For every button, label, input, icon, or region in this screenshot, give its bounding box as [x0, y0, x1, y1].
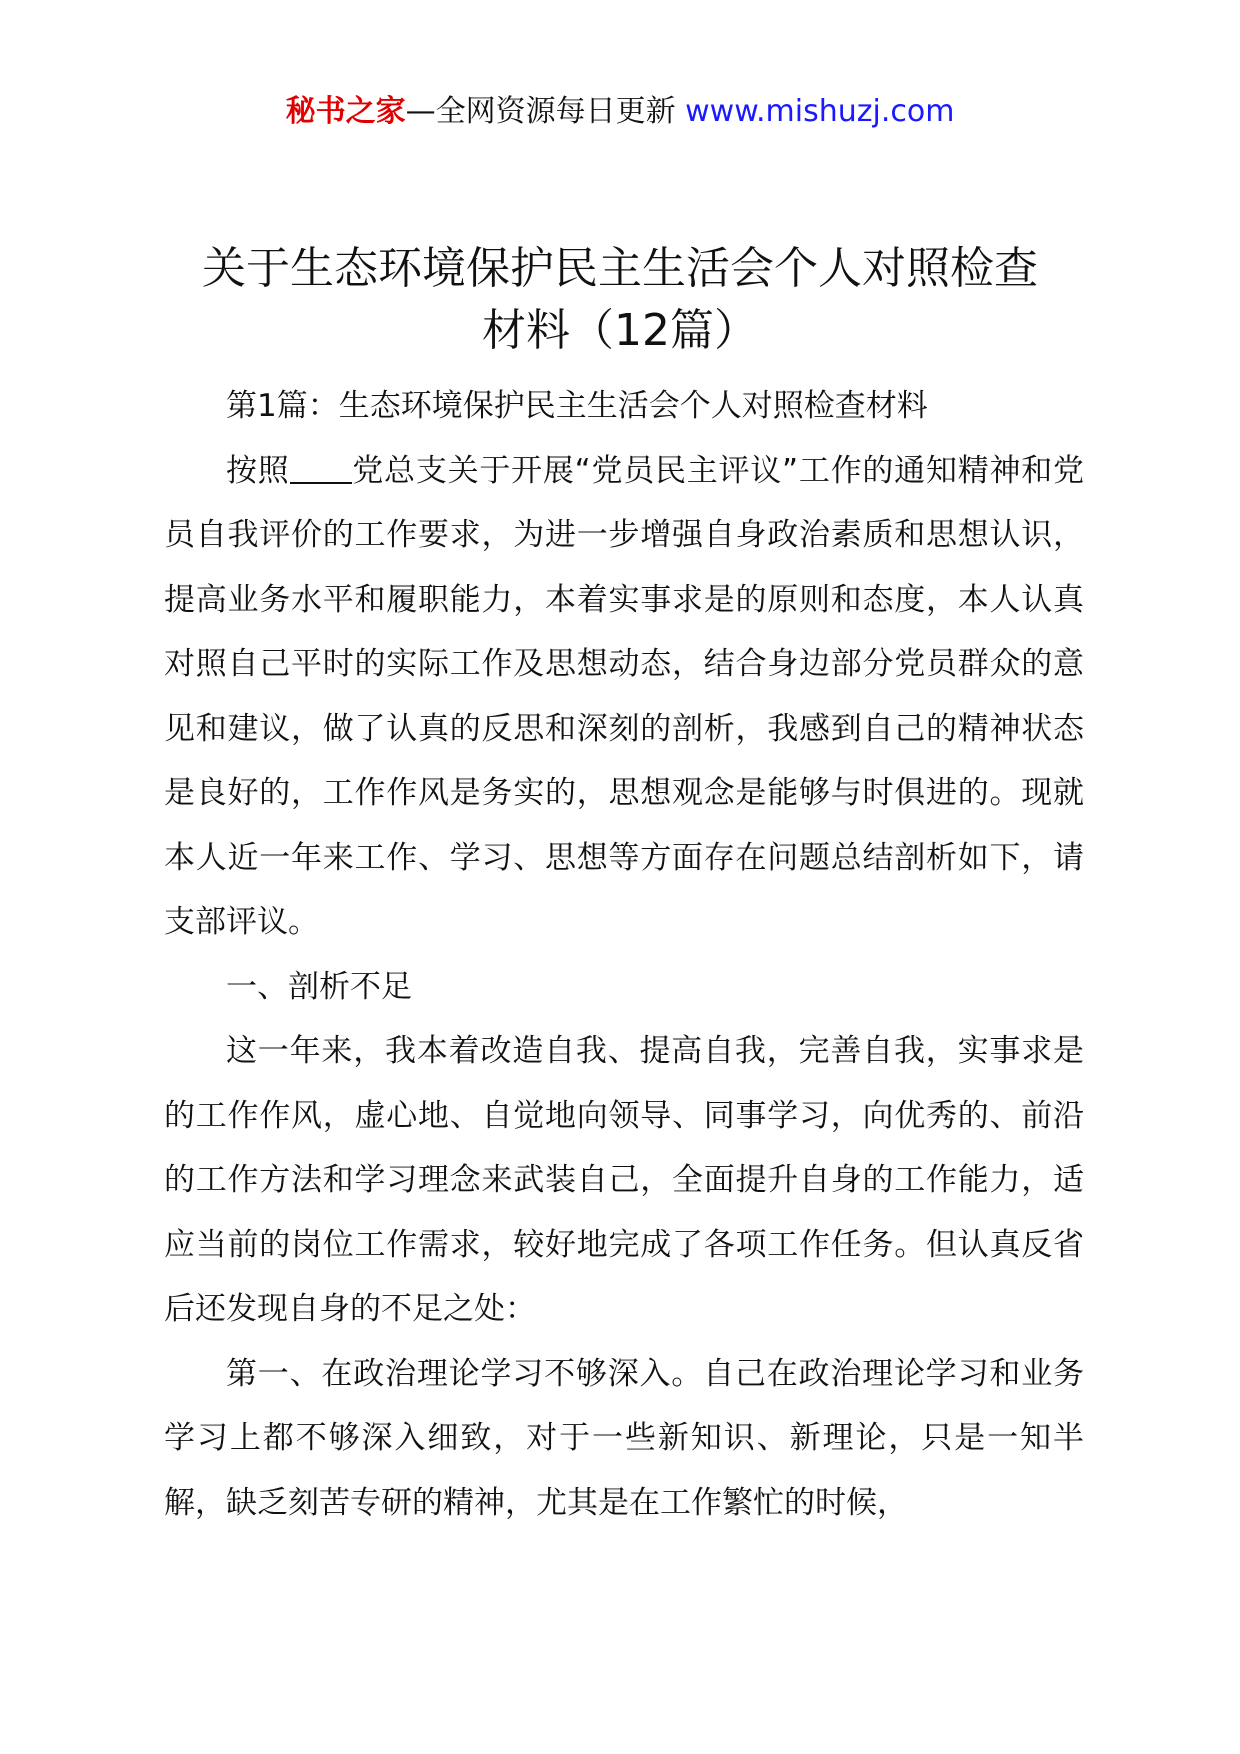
title-line-2: 材料（12篇）: [482, 305, 758, 356]
title-line-1: 关于生态环境保护民主生活会个人对照检查: [202, 243, 1038, 294]
article-subtitle: 第1篇：生态环境保护民主生活会个人对照检查材料: [226, 388, 928, 424]
brand-name: 秘书之家: [285, 94, 406, 129]
paragraph-intro-start: 按照: [226, 452, 290, 489]
site-url-link[interactable]: www.mishuzj.com: [685, 94, 955, 129]
site-header: [0, 92, 1240, 132]
paragraph-summary: 这一年来，我本着改造自我、提高自我，完善自我，实事求是的工作作风，虚心地、自觉地向领导、同事学习，向优秀的、前沿的工作方法和学习理念来武装自己，全面提升自身的工作能力，适应当前的岗位工作需求，较好地完成了各项工作任务。但认真反省后还发现自身的不足之处：: [164, 1033, 1084, 1327]
paragraph-intro-rest: 党总支关于开展“党员民主评议”工作的通知精神和党员自我评价的工作要求，为进一步增强自身政治素质和思想认识，提高业务水平和履职能力，本着实事求是的原则和态度，本人认真对照自己平时的实际工作及思想动态，结合身边部分党员群众的意见和建议，做了认真的反思和深刻的剖析，我感到自己的精神状态是良好的，工作作风是务实的，思想观念是能够与时俱进的。现就本人近一年来工作、学习、思想等方面存在问题总结剖析如下，请支部评议。: [164, 452, 1084, 940]
paragraph-intro: [164, 439, 1084, 955]
header-slogan: —全网资源每日更新: [405, 94, 676, 129]
document-title: [150, 238, 1090, 362]
paragraph-point-one: 第一、在政治理论学习不够深入。自己在政治理论学习和业务学习上都不够深入细致，对于一些新知识、新理论，只是一知半解，缺乏刻苦专研的精神，尤其是在工作繁忙的时候，: [164, 1355, 1084, 1521]
blank-fill-line: [290, 451, 352, 484]
document-body: [164, 374, 1084, 1535]
section-heading: 一、剖析不足: [226, 968, 412, 1005]
